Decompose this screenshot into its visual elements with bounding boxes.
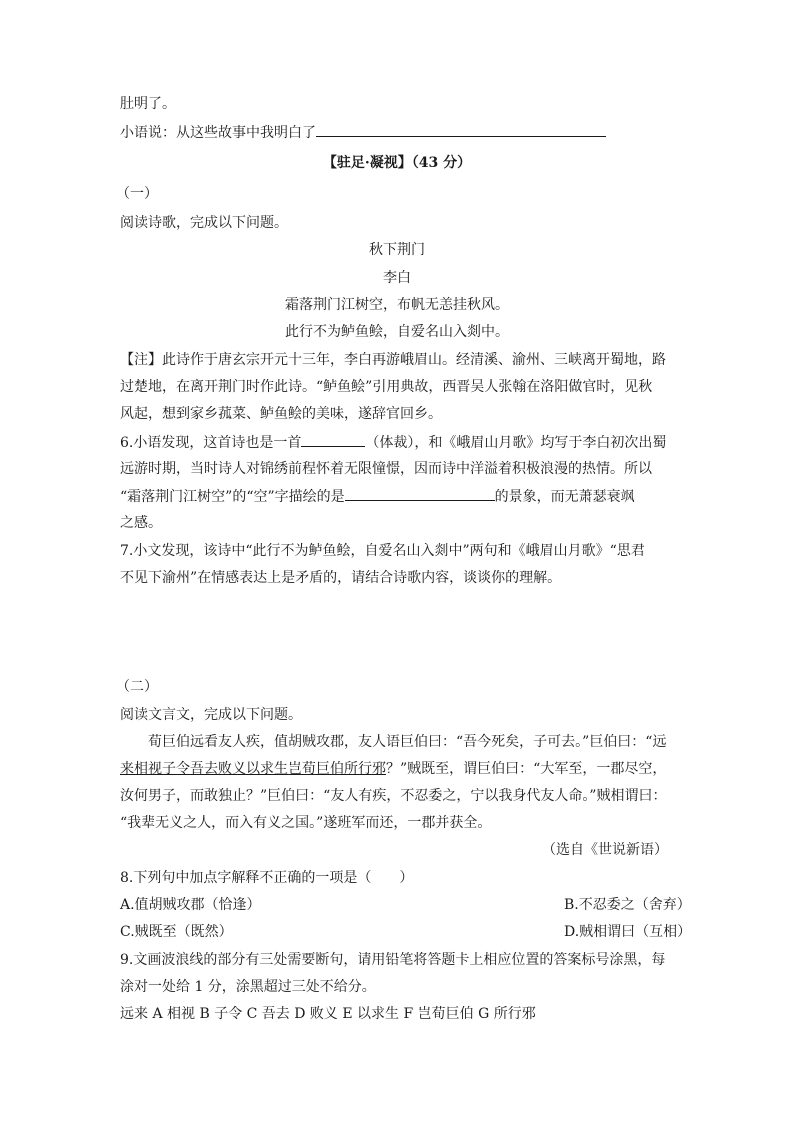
classical-text-line: “我辈无义之人，而入有义之国。”遂班军而还，一郡并获全。 [120,815,492,831]
options-row [120,922,692,942]
instruction: 阅读文言文，完成以下问题。 [120,707,302,723]
option-a[interactable]: A.值胡贼攻郡（恰逢） [120,897,261,913]
classical-text: ？”贼既至，谓巨伯曰：“大军至，一郡尽空， [386,761,667,777]
question-text: 的景象，而无萧瑟衰飒 [494,489,635,505]
part-label: （一） [116,186,158,202]
question-text: 远游时期，当时诗人对锦绣前程怀着无限憧憬，因而诗中洋溢着积极浪漫的热情。所以 [120,461,652,477]
option-b[interactable]: B.不忍委之（舍弃） [564,897,691,913]
question-text: 6.小语发现，这首诗也是一首 [120,435,302,451]
reflection-line [120,122,606,142]
classical-text-line: 荀巨伯远看友人疾，值胡贼攻郡，友人语巨伯曰：“吾今死矣，子可去。”巨伯曰：“远 [148,734,667,750]
question-6-line3 [120,486,635,506]
note-line: 【注】此诗作于唐玄宗开元十三年，李白再游峨眉山。经清溪、渝州、三峡离开蜀地，路 [120,352,666,368]
answer-blank[interactable] [301,432,365,447]
text-source: （选自《世说新语） [542,842,668,858]
question-8: 8.下列句中加点字解释不正确的一项是（ ） [120,870,414,886]
options-row [120,895,691,915]
question-6 [120,432,666,452]
question-text: 涂对一处给 1 分，涂黑超过三处不给分。 [120,979,376,995]
note-line: 风起，想到家乡菰菜、鲈鱼鲙的美味，遂辞官回乡。 [120,406,442,422]
part-label: （二） [116,679,158,695]
instruction: 阅读诗歌，完成以下问题。 [120,215,288,231]
sentence-break-options: 远来 A 相视 B 子令 C 吾去 D 败义 E 以求生 F 岂荀巨伯 G 所行邪 [120,1006,536,1022]
option-c[interactable]: C.贼既至（既然） [120,924,233,940]
answer-blank[interactable] [345,486,495,501]
question-9: 9.文画波浪线的部分有三处需要断句，请用铅笔将答题卡上相应位置的答案标号涂黑，每 [120,952,666,968]
question-7: 7.小文发现，该诗中“此行不为鲈鱼鲙，自爱名山入剡中”两句和《峨眉山月歌》“思君 [120,543,645,559]
question-text: 不见下渝州”在情感表达上是矛盾的，请结合诗歌内容，谈谈你的理解。 [120,570,562,586]
answer-blank[interactable] [316,122,606,137]
poem-line: 霜落荆门江树空，布帆无恙挂秋风。 [285,297,509,313]
question-text: （体裁），和《峨眉山月歌》均写于李白初次出蜀 [365,435,667,451]
option-d[interactable]: D.贼相谓曰（互相） [564,924,692,940]
poem-line: 此行不为鲈鱼鲙，自爱名山入剡中。 [285,324,509,340]
question-text: “霜落荆门江树空”的“空”字描绘的是 [120,489,345,505]
poem-author: 李白 [383,270,411,286]
note-line: 过楚地，在离开荆门时作此诗。“鲈鱼鲙”引用典故，西晋吴人张翰在洛阳做官时，见秋 [120,379,653,395]
text-line: 肚明了。 [120,96,176,112]
reflection-prompt: 小语说：从这些故事中我明白了 [120,125,316,141]
classical-text-line [120,759,666,779]
poem-title: 秋下荆门 [369,242,425,258]
classical-text-line: 汝何男子，而敢独止？”巨伯曰：“友人有疾，不忍委之，宁以我身代友人命。”贼相谓曰： [120,788,667,804]
wavy-underlined-text: 来相视子令吾去败义以求生岂荀巨伯所行邪 [120,761,386,777]
question-text: 之感。 [120,515,162,531]
section-title: 【驻足·凝视】（43 分） [322,155,472,171]
